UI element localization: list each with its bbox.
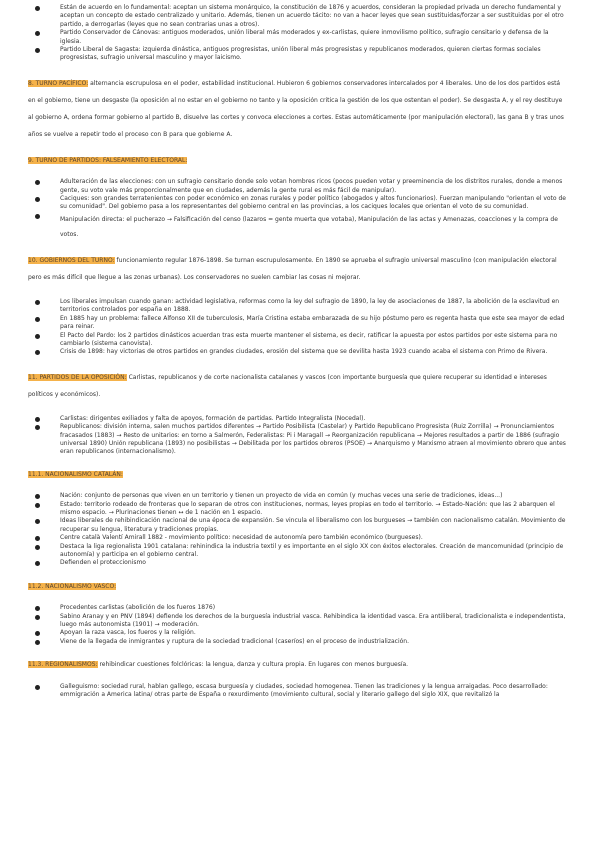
section-text: rehibindicar cuestiones folclóricas: la lengua, danza y cultura propia. En lugares con menos burguesía.: [99, 661, 409, 669]
list-item: El Pacto del Pardo: los 2 partidos dinásticos acuerdan tras esta muerte mantener el sistema, es decir, ratificar la apuesta por estos partidos por este sistema para no cambiarlo (sistema canovista).: [28, 332, 567, 349]
section-nacionalismo-catalan: [28, 471, 567, 479]
section-heading: 11. PARTIDOS DE LA OPOSICIÓN:: [28, 373, 127, 381]
list-item: Sabino Aranay y en PNV (1894) defiende los derechos de la burguesía industrial vasca. Rehibindica la identidad vasca. Era antiliberal, tradicionalista e independentista, luego más autonomista (1901) → moderación.: [28, 613, 567, 630]
falseamiento-list: [28, 178, 567, 242]
section-nacionalismo-vasco: [28, 583, 567, 591]
section-text: alternancia escrupulosa en el poder, estabilidad institucional. Hubieron 6 gobiernos conservadores intercalados por 4 liberales. Uno de los dos partidos está en el gobierno, tiene un desgaste (la oposición al no estar en el gobierno no tanto y la oposición critica la gestión de los que ostentan el poder). Se desgasta A, y el rey destituye al gobierno A, ordena formar gobierno al partido B, disuelve las cortes y convoca elecciones a cortes. Estas automáticamente (por manipulación electoral), las gana B y tras unos años se vuelve a repetir todo el proceso con B para que gobierne A.: [28, 79, 564, 138]
section-text: Carlistas, republicanos y de corte nacionalista catalanes y vascos (con importante burguesía que quiere recuperar su identidad e intereses políticos y económicos).: [28, 373, 547, 398]
section-text: funcionamiento regular 1876-1898. Se turnan escrupulosamente. En 1890 se aprueba el sufragio universal masculino (con manipulación electoral pero es más difícil que llegue a las zonas urbanas). Los conservadores no suelen cambiar las cosas ni mejorar.: [28, 256, 557, 281]
section-turno-pacifico: [28, 75, 567, 143]
list-item: Republicanos: división interna, salen muchos partidos diferentes → Partido Posibilista (Castelar) y Partido Republicano Progresista (Ruiz Zorrilla) → Pronunciamientos fracasados (1883) → Resto de unitarios: en torno a Salmerón, Federalistas: Pi i Maragall → Reorganización republicana → Mejores resultados a partir de 1886 (sufragio universal 1890) Unión republicana (1893) no posibilistas → Debilitada por los partidos obreros (PSOE) → Anarquismo y Marxismo atraen al movimiento obrero que antes eran republicanos (internacionalismo).: [28, 423, 567, 457]
list-item: Centre català Valentí Amirall 1882 - movimiento político: necesidad de autonomía pero también económico (burgueses).: [28, 534, 567, 542]
section-gobiernos: [28, 252, 567, 286]
parties-list: [28, 4, 567, 63]
list-item: Partido Liberal de Sagasta: izquierda dinástica, antiguos progresistas, unión liberal más progresistas y republicanos moderados, quieren ciertas formas sociales progresistas, sufragio universal masculino y mayor laicismo.: [28, 46, 567, 63]
section-heading: 11.2. NACIONALISMO VASCO:: [28, 582, 117, 590]
list-item: Nación: conjunto de personas que viven en un territorio y tienen un proyecto de vida en común (y muchas veces una serie de tradiciones, ideas...): [28, 492, 567, 500]
list-item: Los liberales impulsan cuando ganan: actividad legislativa, reformas como la ley del sufragio de 1890, la ley de asociaciones de 1887, la abolición de la esclavitud en territorios controlados por españa en 1888.: [28, 298, 567, 315]
section-heading: 11.1. NACIONALISMO CATALÁN:: [28, 470, 123, 478]
list-item: Manipulación directa: el pucherazo → Falsificación del censo (lazaros = gente muerta que votaba), Manipulación de las actas y Amenazas, coacciones y la compra de votos.: [28, 212, 567, 242]
section-heading: 10. GOBIERNOS DEL TURNO:: [28, 256, 115, 264]
list-item: Crisis de 1898: hay victorias de otros partidos en grandes ciudades, erosión del sistema que se devilita hasta 1923 cuando acaba el sistema con Primo de Rivera.: [28, 348, 567, 356]
list-item: Están de acuerdo en lo fundamental: aceptan un sistema monárquico, la constitución de 1876 y acuerdos, consideran la propiedad privada un derecho fundamental y aceptan un concepto de estado centralizado y unitario. Además, tienen un acuerdo tácito: no van a hacer leyes que sean sustituidas/forzar a ser sustituidas por el otro partido, a derrogarlas (leyes que no sean contrarias unas a otros).: [28, 4, 567, 29]
list-item: En 1885 hay un problema: fallece Alfonso XII de tuberculosis, María Cristina estaba embarazada de su hijo póstumo pero es regenta hasta que este sea mayor de edad para reinar.: [28, 315, 567, 332]
list-item: Defienden el proteccionismo: [28, 559, 567, 567]
gobiernos-list: [28, 298, 567, 357]
list-item: Partido Conservador de Cánovas: antiguos moderados, unión liberal más moderados y ex-carlistas, quiere inmovilismo político, sufragio censitario y defensa de la iglesia.: [28, 29, 567, 46]
list-item: Adulteración de las elecciones: con un sufragio censitario donde solo votan hombres ricos (pocos pueden votar y preeminencia de los distritos rurales, donde a menos gente, su voto vale más proporcionalmente que en ciudades, además la gente rural es más fácil de manipular).: [28, 178, 567, 195]
list-item: Apoyan la raza vasca, los fueros y la religión.: [28, 629, 567, 637]
section-falseamiento: [28, 157, 567, 165]
section-heading: 9. TURNO DE PARTIDOS: FALSEAMIENTO ELECTORAL:: [28, 156, 188, 164]
section-heading: 8. TURNO PACÍFICO:: [28, 79, 89, 87]
list-item: Destaca la liga regionalista 1901 catalana: rehinindica la industria textil y es importante en el siglo XX con éxitos electorales. Creación de mancomunidad (principio de autonomía) y participa en el gobierno central.: [28, 543, 567, 560]
oposicion-list: [28, 415, 567, 457]
section-regionalismos: [28, 661, 567, 669]
list-item: Galleguismo: sociedad rural, hablan gallego, escasa burguesía y ciudades, sociedad homogenea. Tienen las tradiciones y la lengua arraigadas. Poco desarrollado: emmigración a America latina/ otras parte de España o rexurdimento (movimiento cultural, social y literario gallego del siglo XIX, que revitalizó la: [28, 683, 567, 700]
section-heading: 11.3. REGIONALISMOS:: [28, 661, 98, 669]
section-oposicion: [28, 369, 567, 403]
list-item: Ideas liberales de rehibindicación nacional de una época de expansión. Se vincula el liberalismo con los burgueses → también con nacionalismo catalán. Movimiento de recuperar su lengua, literatura y tradiciones propias.: [28, 517, 567, 534]
list-item: Viene de la llegada de inmigrantes y ruptura de la sociedad tradicional (caseríos) en el proceso de industrialización.: [28, 638, 567, 646]
list-item: Procedentes carlistas (abolición de los fueros 1876): [28, 604, 567, 612]
regionalismos-list: [28, 683, 567, 700]
list-item: Carlistas: dirigentes exiliados y falta de apoyos, formación de partidas. Partido Integralista (Nocedal).: [28, 415, 567, 423]
list-item: Caciques: son grandes terratenientes con poder económico en zonas rurales y poder político (abogados y altos funcionarios). Fuerzan manipulando "orientan el voto de su comunidad". Del gobierno pasa a los representantes del gobierno central en las provincias, a los caciques locales que orientan el voto de su comunidad.: [28, 195, 567, 212]
vasco-list: [28, 604, 567, 646]
catalan-list: [28, 492, 567, 568]
list-item: Estado: territorio rodeado de fronteras que lo separan de otros con instituciones, normas, leyes propias en todo el territorio. → Estado-Nación: que las 2 abarquen el mismo espacio. → Plurinaciones tienen ↔ de 1 nación en 1 espacio.: [28, 501, 567, 518]
